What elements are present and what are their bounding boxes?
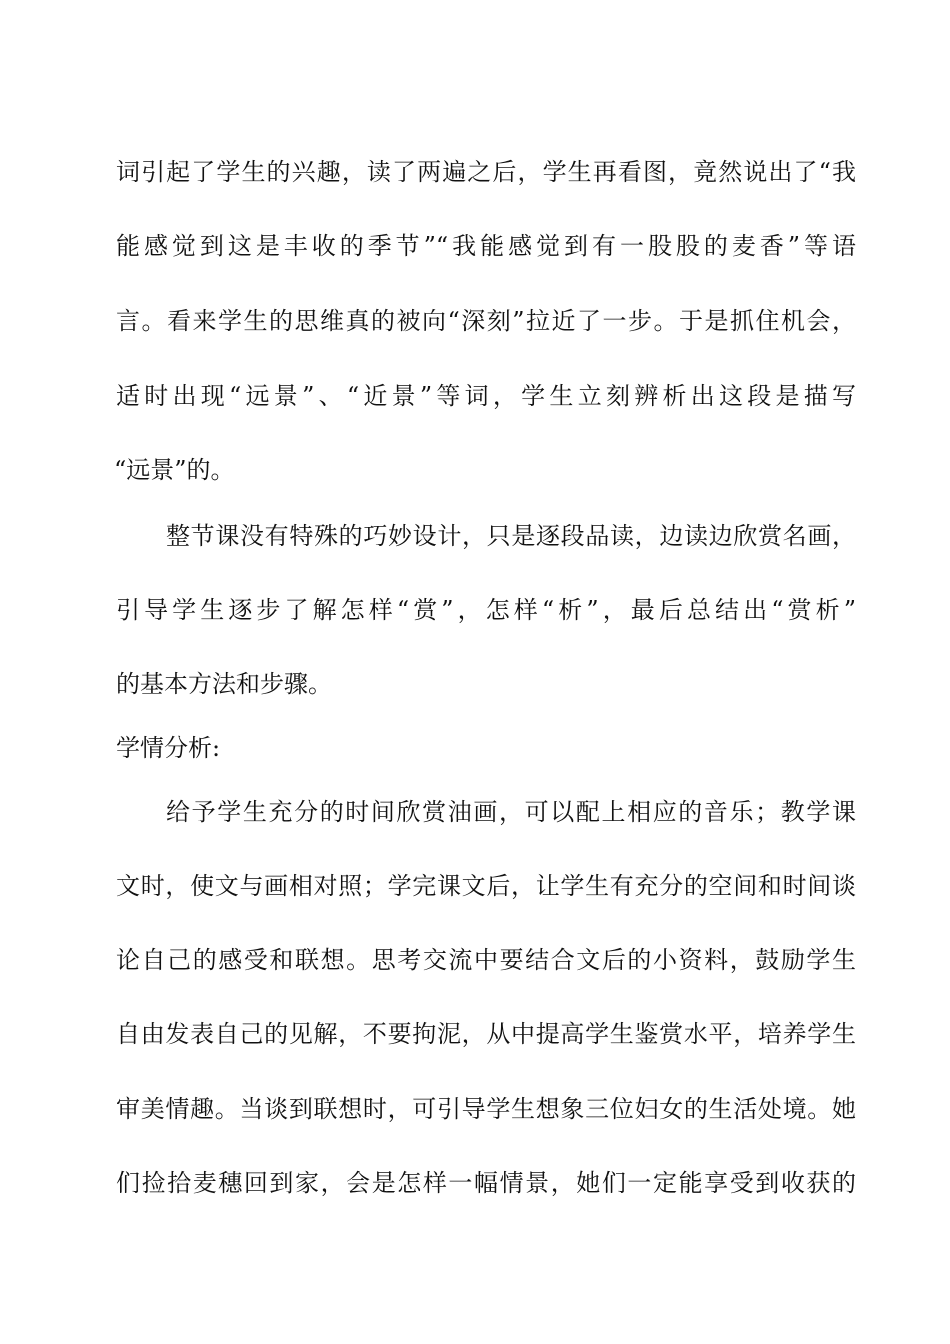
paragraph-line: 论自己的感受和联想。思考交流中要结合文后的小资料，鼓励学生 [116, 946, 856, 974]
paragraph-line: 们捡拾麦穗回到家，会是怎样一幅情景，她们一定能享受到收获的 [116, 1169, 856, 1197]
paragraph-line: 文时，使文与画相对照；学完课文后，让学生有充分的空间和时间谈 [116, 872, 856, 900]
paragraph-line: 引导学生逐步了解怎样“赏”，怎样“析”，最后总结出“赏析” [116, 596, 856, 624]
paragraph-line: 审美情趣。当谈到联想时，可引导学生想象三位妇女的生活处境。她 [116, 1095, 856, 1123]
paragraph-line: “远景”的。 [114, 456, 235, 484]
paragraph-line: 给予学生充分的时间欣赏油画，可以配上相应的音乐；教学课 [166, 798, 856, 826]
paragraph-line: 言。看来学生的思维真的被向“深刻”拉近了一步。于是抓住机会， [116, 307, 856, 335]
paragraph-line: 词引起了学生的兴趣，读了两遍之后，学生再看图，竟然说出了“我 [116, 158, 856, 186]
paragraph-line: 适时出现“远景”、“近景”等词，学生立刻辨析出这段是描写 [116, 382, 856, 410]
paragraph-line: 整节课没有特殊的巧妙设计，只是逐段品读，边读边欣赏名画， [166, 522, 856, 550]
paragraph-line: 的基本方法和步骤。 [116, 670, 332, 698]
paragraph-line: 自由发表自己的见解，不要拘泥，从中提高学生鉴赏水平，培养学生 [116, 1020, 856, 1048]
section-heading: 学情分析: [116, 734, 221, 762]
paragraph-line: 能感觉到这是丰收的季节”“我能感觉到有一股股的麦香”等语 [116, 232, 856, 260]
